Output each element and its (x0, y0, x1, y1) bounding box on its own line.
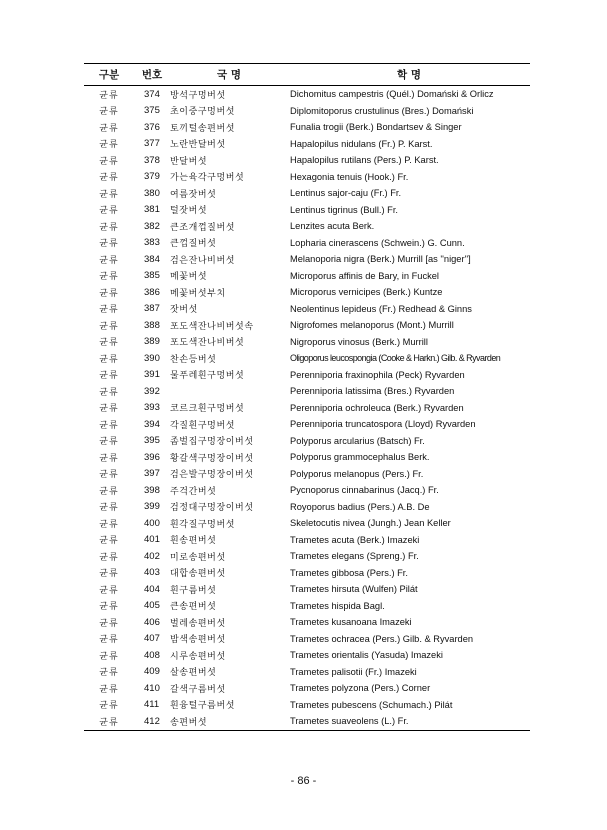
scientific-name-cell: Microporus affinis de Bary, in Fuckel (290, 270, 439, 281)
number-cell: 397 (144, 468, 160, 480)
number-cell: 374 (144, 88, 160, 100)
table-row (84, 169, 530, 186)
korean-name-cell: 찬손등버섯 (170, 354, 217, 365)
number-cell: 399 (144, 501, 160, 513)
scientific-name-cell: Trametes pubescens (Schumach.) Pilát (290, 699, 453, 710)
korean-name-cell: 포도색잔나비버섯속 (170, 321, 254, 332)
scientific-name-cell: Trametes hispida Bagl. (290, 600, 385, 611)
scientific-name-cell: Trametes palisotii (Fr.) Imazeki (290, 666, 417, 677)
table-row (84, 119, 530, 136)
korean-name-cell: 흰구름버섯 (170, 585, 217, 596)
scientific-name-cell: Oligoporus leucospongia (Cooke & Harkn.) Gilb. & Ryvarden (290, 353, 501, 364)
scientific-name-cell: Trametes polyzona (Pers.) Corner (290, 683, 431, 694)
category-cell: 균류 (99, 305, 119, 316)
scientific-name-cell: Perenniporia latissima (Bres.) Ryvarden (290, 386, 455, 397)
category-cell: 균류 (99, 156, 119, 167)
table-row (84, 185, 530, 202)
scientific-name-cell: Perenniporia truncatospora (Lloyd) Ryvarden (290, 419, 476, 430)
table-row (84, 532, 530, 549)
category-cell: 균류 (99, 420, 119, 431)
category-cell: 균류 (99, 173, 119, 184)
category-cell: 균류 (99, 239, 119, 250)
number-cell: 391 (144, 369, 160, 381)
scientific-name-cell: Lopharia cinerascens (Schwein.) G. Cunn. (290, 237, 465, 248)
number-cell: 411 (144, 699, 160, 711)
scientific-name-cell: Melanoporia nigra (Berk.) Murrill [as ''niger''] (290, 254, 471, 265)
number-cell: 393 (144, 402, 160, 414)
number-cell: 389 (144, 336, 160, 348)
number-cell: 396 (144, 451, 160, 463)
number-cell: 390 (144, 352, 160, 364)
category-cell: 균류 (99, 272, 119, 283)
table-body (84, 86, 530, 731)
number-cell: 379 (144, 171, 160, 183)
korean-name-cell: 흰송편버섯 (170, 536, 217, 547)
korean-name-cell: 코르크흰구멍버섯 (170, 404, 245, 415)
number-cell: 410 (144, 682, 160, 694)
korean-name-cell: 방석구멍버섯 (170, 90, 226, 101)
number-cell: 406 (144, 616, 160, 628)
number-cell: 377 (144, 138, 160, 150)
table-row (84, 647, 530, 664)
number-cell: 380 (144, 187, 160, 199)
korean-name-cell: 살송편버섯 (170, 668, 217, 679)
korean-name-cell: 갈색구름버섯 (170, 684, 226, 695)
korean-name-cell: 여름잣버섯 (170, 189, 217, 200)
category-cell: 균류 (99, 123, 119, 134)
table-row (84, 697, 530, 714)
category-cell: 균류 (99, 437, 119, 448)
number-cell: 402 (144, 550, 160, 562)
category-cell: 균류 (99, 354, 119, 365)
category-cell: 균류 (99, 387, 119, 398)
table-row (84, 317, 530, 334)
category-cell: 균류 (99, 503, 119, 514)
korean-name-cell: 포도색잔나비버섯 (170, 338, 245, 349)
number-cell: 405 (144, 600, 160, 612)
table-row (84, 136, 530, 153)
header-korean-name: 국 명 (170, 64, 288, 86)
korean-name-cell: 송편버섯 (170, 713, 288, 730)
scientific-name-cell: Funalia trogii (Berk.) Bondartsev & Singer (290, 122, 462, 133)
table-header-row (84, 64, 530, 86)
category-cell: 균류 (99, 288, 119, 299)
scientific-name-cell: Lentinus sajor-caju (Fr.) Fr. (290, 188, 402, 199)
korean-name-cell: 각질흰구멍버섯 (170, 420, 236, 431)
category-cell: 균류 (99, 552, 119, 563)
category-cell: 균류 (99, 668, 119, 679)
number-cell: 408 (144, 649, 160, 661)
table-row (84, 482, 530, 499)
scientific-name-cell: Trametes ochracea (Pers.) Gilb. & Ryvarden (290, 633, 474, 644)
category-cell: 균류 (99, 453, 119, 464)
korean-name-cell: 흰각질구멍버섯 (170, 519, 236, 530)
scientific-name-cell: Perenniporia ochroleuca (Berk.) Ryvarden (290, 402, 464, 413)
category-cell: 균류 (99, 618, 119, 629)
table-row (84, 466, 530, 483)
category-cell: 균류 (84, 713, 134, 730)
scientific-name-cell: Hapalopilus rutilans (Pers.) P. Karst. (290, 155, 439, 166)
table-row (84, 581, 530, 598)
table-row (84, 367, 530, 384)
category-cell: 균류 (99, 635, 119, 646)
table-row (84, 433, 530, 450)
table-row (84, 103, 530, 120)
scientific-name-cell: Trametes suaveolens (L.) Fr. (288, 713, 530, 730)
korean-name-cell: 흰융털구름버섯 (170, 701, 236, 712)
korean-name-cell: 잣버섯 (170, 305, 198, 316)
species-table (84, 63, 530, 731)
category-cell: 균류 (99, 404, 119, 415)
category-cell: 균류 (99, 222, 119, 233)
table-row (84, 383, 530, 400)
category-cell: 균류 (99, 321, 119, 332)
scientific-name-cell: Nigroporus vinosus (Berk.) Murrill (290, 336, 428, 347)
scientific-name-cell: Polyporus melanopus (Pers.) Fr. (290, 468, 424, 479)
table-row (84, 499, 530, 516)
category-cell: 균류 (99, 189, 119, 200)
number-cell: 387 (144, 303, 160, 315)
korean-name-cell: 반달버섯 (170, 156, 208, 167)
scientific-name-cell: Nigrofomes melanoporus (Mont.) Murrill (290, 320, 454, 331)
korean-name-cell: 토끼털송편버섯 (170, 123, 236, 134)
korean-name-cell: 시루송편버섯 (170, 651, 226, 662)
korean-name-cell: 황갈색구멍장이버섯 (170, 453, 254, 464)
number-cell: 388 (144, 319, 160, 331)
table-row (84, 664, 530, 681)
number-cell: 381 (144, 204, 160, 216)
number-cell: 392 (144, 385, 160, 397)
category-cell: 균류 (99, 585, 119, 596)
korean-name-cell: 초이중구멍버섯 (170, 107, 236, 118)
table-row (84, 152, 530, 169)
scientific-name-cell: Microporus vernicipes (Berk.) Kuntze (290, 287, 443, 298)
korean-name-cell: 대합송편버섯 (170, 569, 226, 580)
scientific-name-cell: Pycnoporus cinnabarinus (Jacq.) Fr. (290, 485, 439, 496)
number-cell: 401 (144, 534, 160, 546)
header-category: 구분 (84, 64, 134, 86)
category-cell: 균류 (99, 569, 119, 580)
scientific-name-cell: Royoporus badius (Pers.) A.B. De (290, 501, 430, 512)
korean-name-cell: 밤색송편버섯 (170, 635, 226, 646)
number-cell: 404 (144, 583, 160, 595)
number-cell: 375 (144, 105, 160, 117)
page-number: - 86 - (290, 775, 317, 787)
scientific-name-cell: Trametes acuta (Berk.) Imazeki (290, 534, 420, 545)
korean-name-cell: 메꽃버섯 (170, 272, 208, 283)
korean-name-cell: 검은발구멍장이버섯 (170, 470, 254, 481)
number-cell: 382 (144, 220, 160, 232)
number-cell: 412 (134, 713, 170, 730)
scientific-name-cell: Diplomitoporus crustulinus (Bres.) Domański (290, 105, 474, 116)
scientific-name-cell: Hexagonia tenuis (Hook.) Fr. (290, 171, 409, 182)
korean-name-cell: 큰껍질버섯 (170, 239, 217, 250)
category-cell: 균류 (99, 701, 119, 712)
category-cell: 균류 (99, 338, 119, 349)
korean-name-cell: 털잣버섯 (170, 206, 208, 217)
korean-name-cell: 가는육각구멍버섯 (170, 173, 245, 184)
scientific-name-cell: Hapalopilus nidulans (Fr.) P. Karst. (290, 138, 433, 149)
category-cell: 균류 (99, 107, 119, 118)
korean-name-cell: 벌레송편버섯 (170, 618, 226, 629)
scientific-name-cell: Trametes gibbosa (Pers.) Fr. (290, 567, 408, 578)
table-row (84, 350, 530, 367)
korean-name-cell: 검정대구멍장이버섯 (170, 503, 254, 514)
scientific-name-cell: Lentinus tigrinus (Bull.) Fr. (290, 204, 398, 215)
category-cell: 균류 (99, 371, 119, 382)
category-cell: 균류 (99, 470, 119, 481)
table-row (84, 598, 530, 615)
scientific-name-cell: Polyporus arcularius (Batsch) Fr. (290, 435, 425, 446)
korean-name-cell (170, 383, 288, 400)
scientific-name-cell: Dichomitus campestris (Quél.) Domański & Orlicz (290, 89, 494, 100)
korean-name-cell: 메꽃버섯부치 (170, 288, 226, 299)
korean-name-cell: 검은잔나비버섯 (170, 255, 236, 266)
scientific-name-cell: Polyporus grammocephalus Berk. (290, 452, 430, 463)
scientific-name-cell: Perenniporia fraxinophila (Peck) Ryvarden (290, 369, 465, 380)
number-cell: 409 (144, 666, 160, 678)
korean-name-cell: 큰조개껍질버섯 (170, 222, 236, 233)
category-cell: 균류 (99, 519, 119, 530)
header-scientific-name: 학 명 (288, 64, 530, 86)
scientific-name-cell: Trametes orientalis (Yasuda) Imazeki (290, 650, 443, 661)
korean-name-cell: 주걱간버섯 (170, 486, 217, 497)
category-cell: 균류 (99, 536, 119, 547)
category-cell: 균류 (99, 206, 119, 217)
number-cell: 407 (144, 633, 160, 645)
category-cell: 균류 (99, 684, 119, 695)
table-row (84, 86, 530, 103)
scientific-name-cell: Trametes kusanoana Imazeki (290, 617, 412, 628)
table-row (84, 565, 530, 582)
number-cell: 386 (144, 286, 160, 298)
number-cell: 384 (144, 253, 160, 265)
table-row (84, 614, 530, 631)
number-cell: 376 (144, 121, 160, 133)
korean-name-cell: 좀벌집구멍장이버섯 (170, 437, 254, 448)
header-number: 번호 (134, 64, 170, 86)
scientific-name-cell: Neolentinus lepideus (Fr.) Redhead & Ginns (290, 303, 472, 314)
table-row (84, 416, 530, 433)
category-cell: 균류 (99, 602, 119, 613)
korean-name-cell: 미로송편버섯 (170, 552, 226, 563)
table-row (84, 284, 530, 301)
category-cell: 균류 (99, 486, 119, 497)
table-row (84, 680, 530, 697)
category-cell: 균류 (99, 90, 119, 101)
number-cell: 395 (144, 435, 160, 447)
number-cell: 383 (144, 237, 160, 249)
table-row (84, 631, 530, 648)
table-row (84, 301, 530, 318)
table-row (84, 202, 530, 219)
scientific-name-cell: Trametes hirsuta (Wulfen) Pilát (290, 584, 418, 595)
table-row (84, 235, 530, 252)
table-row (84, 268, 530, 285)
table-row (84, 400, 530, 417)
number-cell: 378 (144, 154, 160, 166)
korean-name-cell: 큰송편버섯 (170, 602, 217, 613)
number-cell: 400 (144, 517, 160, 529)
table-row (84, 218, 530, 235)
korean-name-cell: 노란반달버섯 (170, 140, 226, 151)
table-row (84, 251, 530, 268)
scientific-name-cell: Skeletocutis nivea (Jungh.) Jean Keller (290, 518, 451, 529)
category-cell: 균류 (99, 255, 119, 266)
table-row (84, 713, 530, 730)
scientific-name-cell: Lenzites acuta Berk. (290, 221, 375, 232)
category-cell: 균류 (99, 140, 119, 151)
number-cell: 398 (144, 484, 160, 496)
table-row (84, 548, 530, 565)
table-row (84, 449, 530, 466)
number-cell: 385 (144, 270, 160, 282)
number-cell: 403 (144, 567, 160, 579)
table-row (84, 334, 530, 351)
table-row (84, 515, 530, 532)
korean-name-cell: 물푸레흰구멍버섯 (170, 371, 245, 382)
scientific-name-cell: Trametes elegans (Spreng.) Fr. (290, 551, 419, 562)
number-cell: 394 (144, 418, 160, 430)
category-cell: 균류 (99, 651, 119, 662)
